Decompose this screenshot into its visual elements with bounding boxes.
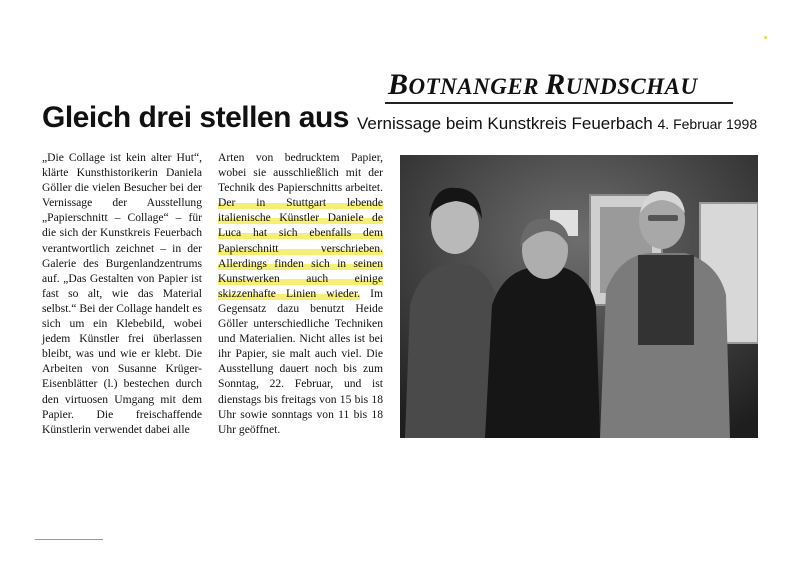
column2-text-end: Im Gegensatz dazu benutzt Heide Göller unterschiedliche Techniken und Materialien. Nicht alles ist bei ihr Papier, sie malt auch viel. Die Ausstellung dauert noch bis zum Sonntag, 22. Februar, und ist dienstags bis freitags von 15 bis 18 Uhr sowie sonntags von 11 bis 18 Uhr geöffnet. bbox=[218, 286, 383, 436]
column1-text: „Die Collage ist kein alter Hut“, klärte Kunsthistorikerin Daniela Göller die vielen Besucher bei der Vernissage der Ausstellung „Papierschnitt – Collage“ – für die sich der Kunstkreis Feuerbach verantwortlich zeichnet – in der Galerie des Burgenlandzentrums auf. „Das Gestalten von Papier ist fast so alt, wie das Material selbst.“ Bei der Collage handelt es sich um ein Klebebild, wobei jedem Künstler frei überlassen bleibt, was und wie er klebt. Die Arbeiten von Susanne Krüger-Eisenblätter (l.) bestechen durch den virtuosen Umgang mit dem Papier. Die freischaffende Künstlerin verwendet dabei alle bbox=[42, 151, 202, 436]
column2-paragraph bbox=[218, 150, 383, 437]
person-center-body bbox=[485, 267, 600, 438]
article-date: 4. Februar 1998 bbox=[657, 116, 758, 132]
article-headline: Gleich drei stellen aus bbox=[42, 101, 349, 134]
bottom-rule bbox=[35, 539, 103, 540]
article-column-1 bbox=[42, 150, 202, 437]
masthead-word2: UNDSCHAU bbox=[565, 74, 698, 99]
masthead-initial-r: R bbox=[545, 68, 566, 101]
masthead-rule bbox=[385, 102, 733, 104]
article-column-2 bbox=[218, 150, 383, 437]
column2-text-start: Arten von bedrucktem Papier, wobei sie ausschließlich mit der Technik des Papierschnitts arbeitet. bbox=[218, 151, 383, 195]
subheadline-text: Vernissage beim Kunstkreis Feuerbach bbox=[357, 114, 653, 133]
newspaper-masthead bbox=[388, 68, 698, 101]
yellow-speck bbox=[764, 36, 767, 39]
article-photo bbox=[400, 155, 758, 438]
article-subheadline bbox=[357, 114, 757, 134]
masthead-initial-b: B bbox=[388, 68, 409, 101]
masthead-word1: OTNANGER bbox=[408, 74, 540, 99]
highlighted-passage: Der in Stuttgart lebende italienische Künstler Daniele de Luca hat sich ebenfalls dem Papierschnitt verschrieben. Allerdings finden sich in seinen Kunstwerken auch einige skizzenhafte Linien wieder. bbox=[218, 196, 383, 300]
photo-illustration bbox=[400, 155, 758, 438]
